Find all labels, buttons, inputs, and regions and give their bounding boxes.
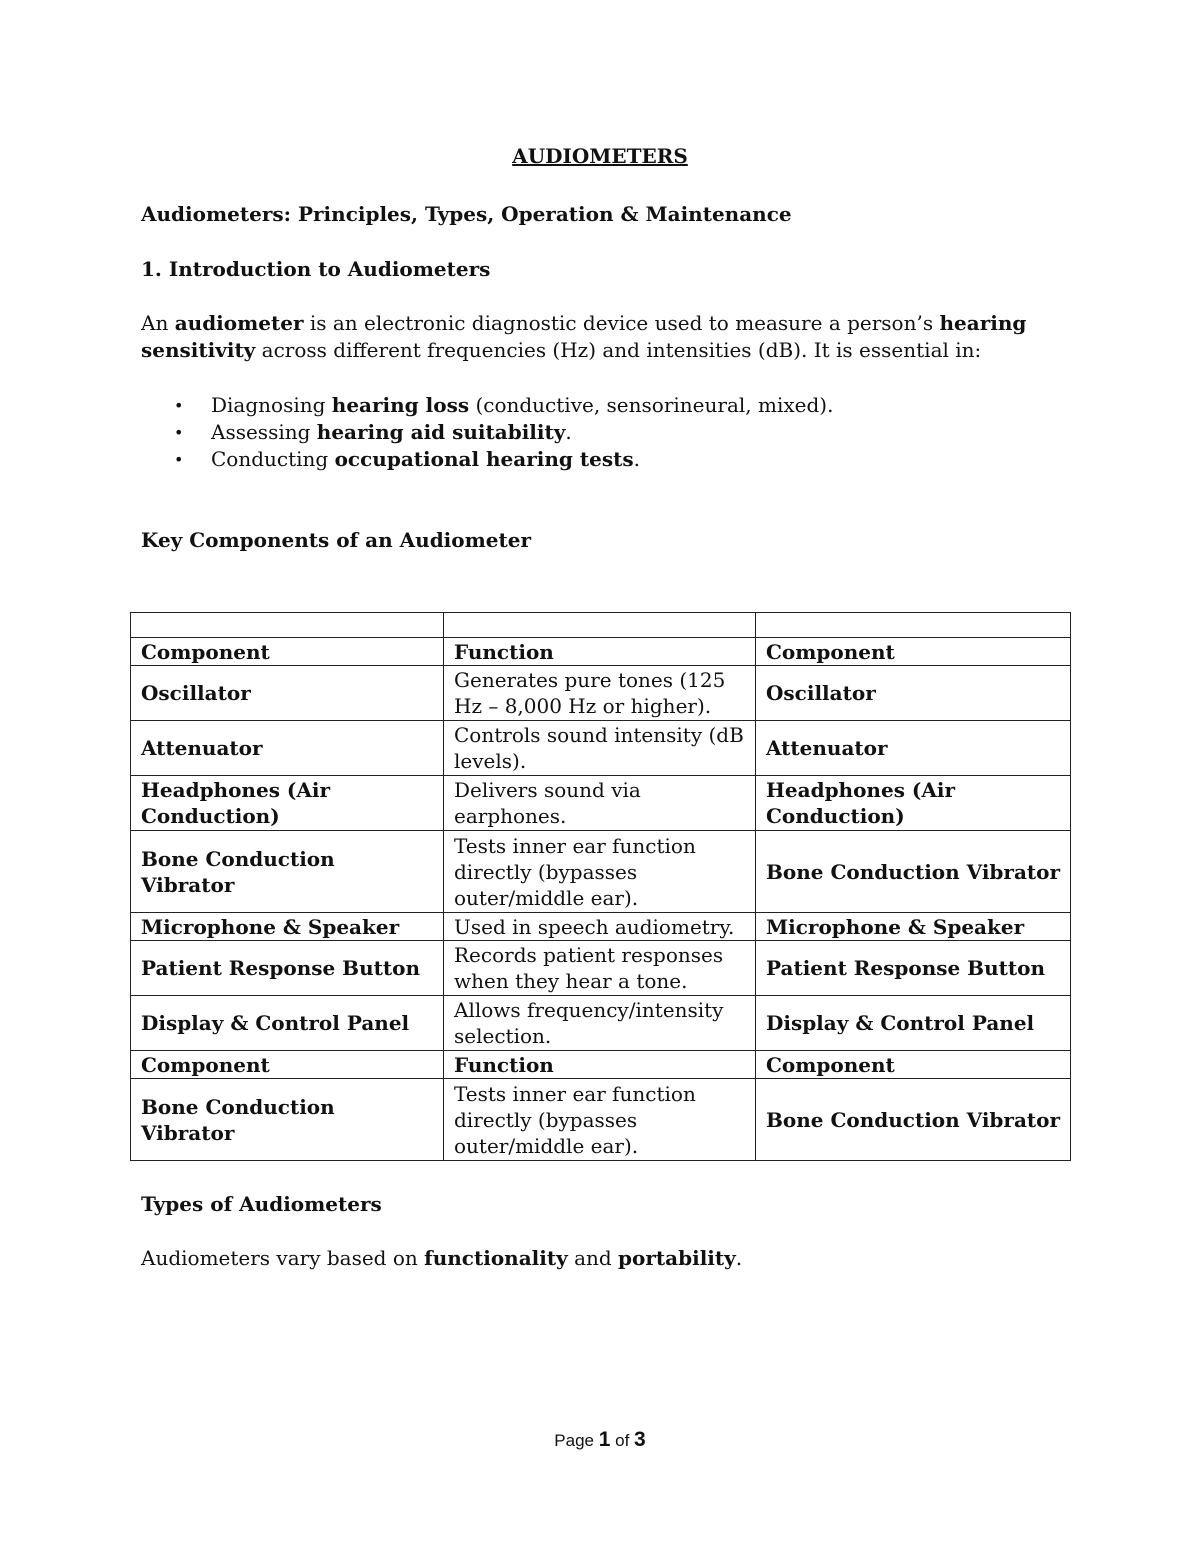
table-header-cell: Component [131, 1051, 444, 1079]
table-row [131, 776, 1071, 831]
table-header-cell: Component [756, 1051, 1071, 1079]
table-cell: Generates pure tones (125 Hz – 8,000 Hz or higher). [444, 666, 756, 721]
table-cell: Oscillator [756, 666, 1071, 721]
table-cell: Microphone & Speaker [131, 913, 444, 941]
list-item: • Diagnosing hearing loss (conductive, sensorineural, mixed). [174, 393, 834, 417]
table-cell: Bone Conduction Vibrator [756, 831, 1071, 913]
section-heading-key-components: Key Components of an Audiometer [141, 528, 531, 552]
table-row [131, 913, 1071, 941]
table-cell [756, 613, 1071, 638]
section-heading-types: Types of Audiometers [141, 1192, 382, 1216]
table-cell: Display & Control Panel [131, 996, 444, 1051]
table-cell: Oscillator [131, 666, 444, 721]
table-header-row [131, 638, 1071, 666]
table-cell: Records patient responses when they hear a tone. [444, 941, 756, 996]
section-heading-introduction: 1. Introduction to Audiometers [141, 257, 491, 281]
table-cell: Controls sound intensity (dB levels). [444, 721, 756, 776]
bullet-icon: • [174, 450, 184, 469]
table-cell: Used in speech audiometry. [444, 913, 756, 941]
table-header-row [131, 1051, 1071, 1079]
table-cell: Tests inner ear function directly (bypasses outer/middle ear). [444, 1079, 756, 1161]
bullet-icon: • [174, 396, 184, 415]
table-cell: Patient Response Button [756, 941, 1071, 996]
list-item: • Assessing hearing aid suitability. [174, 420, 572, 444]
table-cell: Delivers sound via earphones. [444, 776, 756, 831]
bullet-icon: • [174, 423, 184, 442]
table-cell: Tests inner ear function directly (bypasses outer/middle ear). [444, 831, 756, 913]
table-cell: Attenuator [131, 721, 444, 776]
table-cell: Microphone & Speaker [756, 913, 1071, 941]
table-row [131, 941, 1071, 996]
table-header-cell: Function [444, 638, 756, 666]
table-cell: Patient Response Button [131, 941, 444, 996]
document-title: AUDIOMETERS [512, 144, 688, 168]
table-row [131, 721, 1071, 776]
table-cell: Bone Conduction Vibrator [756, 1079, 1071, 1161]
table-cell: Attenuator [756, 721, 1071, 776]
components-table [130, 612, 1071, 1161]
table-row [131, 666, 1071, 721]
page-total: 3 [634, 1428, 646, 1451]
types-paragraph: Audiometers vary based on functionality and portability. [141, 1246, 743, 1270]
table-cell: Headphones (Air Conduction) [756, 776, 1071, 831]
table-row [131, 1079, 1071, 1161]
table-cell: Bone Conduction Vibrator [131, 831, 444, 913]
document-subtitle: Audiometers: Principles, Types, Operation & Maintenance [141, 202, 792, 226]
table-header-cell: Function [444, 1051, 756, 1079]
page-footer: Page 1 of 3 [554, 1428, 646, 1451]
uses-list [170, 392, 833, 473]
table-row [131, 831, 1071, 913]
table-cell [444, 613, 756, 638]
table-cell: Headphones (Air Conduction) [131, 776, 444, 831]
table-cell: Allows frequency/intensity selection. [444, 996, 756, 1051]
table-row [131, 996, 1071, 1051]
table-cell [131, 613, 444, 638]
list-item: • Conducting occupational hearing tests. [174, 447, 640, 471]
page-number: 1 [598, 1428, 611, 1451]
intro-paragraph: An audiometer is an electronic diagnostic device used to measure a person’s hearing sensitivity across different frequencies (Hz) and intensities (dB). It is essential in: [141, 311, 1027, 362]
table-cell: Display & Control Panel [756, 996, 1071, 1051]
table-cell: Bone Conduction Vibrator [131, 1079, 444, 1161]
table-header-cell: Component [756, 638, 1071, 666]
table-header-cell: Component [131, 638, 444, 666]
table-row [131, 613, 1071, 638]
